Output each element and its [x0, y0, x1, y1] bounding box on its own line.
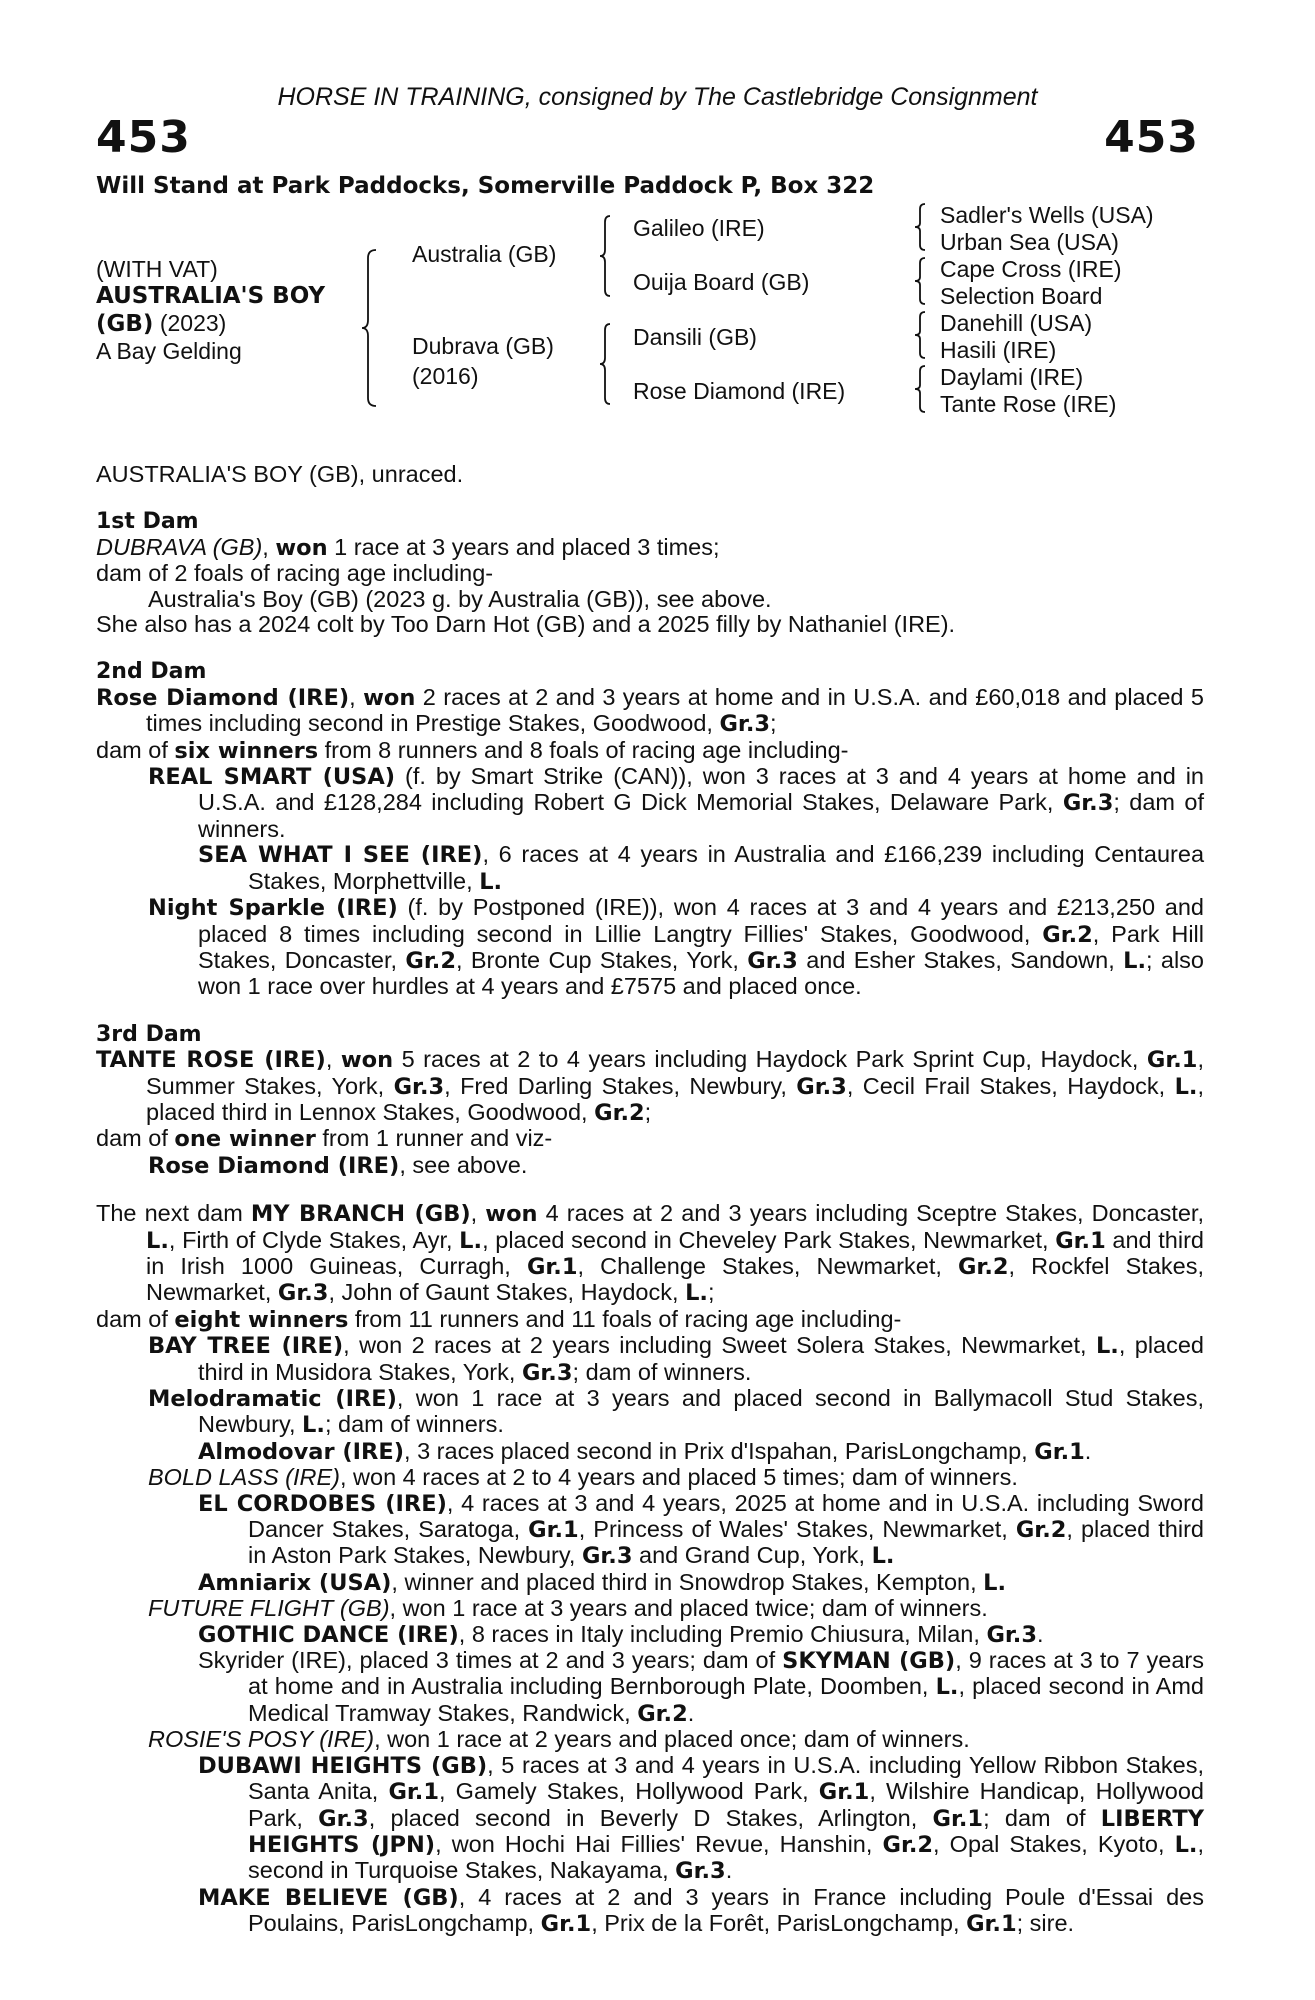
pedigree-gg-bracket-4	[915, 364, 931, 414]
intro-line: AUSTRALIA'S BOY (GB), unraced.	[96, 461, 464, 487]
sire-name: Australia (GB)	[412, 241, 557, 267]
dam-dam: Rose Diamond (IRE)	[633, 378, 846, 404]
next-dam-record: The next dam MY BRANCH (GB), won 4 races at 2 and 3 years including Sceptre Stakes, Doncaster, L., Firth of Clyde Stakes, Ayr, L., placed second in Cheveley Park Stakes, Newmarket, Gr.1 and third in Irish 1000 Guineas, Curragh, Gr.1, Challenge Stakes, Newmarket, Gr.2, Rockfel Stakes, Newmarket, Gr.3, John of Gaunt Stakes, Haydock, L.;	[96, 1200, 1204, 1307]
horse-identity	[96, 256, 325, 365]
progeny-night-sparkle: Night Sparkle (IRE) (f. by Postponed (IRE)), won 4 races at 3 and 4 years and £213,250 and placed 8 times including second in Lillie Langtry Fillies' Stakes, Goodwood, Gr.2, Park Hill Stakes, Doncaster, Gr.2, Bronte Cup Stakes, York, Gr.3 and Esher Stakes, Sandown, L.; also won 1 race over hurdles at 4 years and £7575 and placed once.	[148, 894, 1204, 1000]
progeny-bay-tree: BAY TREE (IRE), won 2 races at 2 years including Sweet Solera Stakes, Newmarket, L., placed third in Musidora Stakes, York, Gr.3; dam of winners.	[148, 1332, 1205, 1386]
sire-sire: Galileo (IRE)	[633, 215, 765, 241]
stand-location: Will Stand at Park Paddocks, Somerville Paddock P, Box 322	[96, 173, 875, 199]
progeny-rosies-posy: ROSIE'S POSY (IRE), won 1 race at 2 years and placed once; dam of winners.	[148, 1726, 970, 1753]
dam-sire: Dansili (GB)	[633, 324, 757, 350]
pedigree-main-bracket	[362, 248, 392, 408]
horse-origin: (GB)	[96, 311, 154, 337]
first-dam-progeny: Australia's Boy (GB) (2023 g. by Australia (GB)), see above.	[148, 585, 772, 612]
progeny-amniarix: Amniarix (USA), winner and placed third in Snowdrop Stakes, Kempton, L.	[198, 1568, 1007, 1596]
dam-year: (2016)	[412, 363, 479, 389]
pedigree-dam-bracket	[600, 322, 620, 412]
progeny-future-flight: FUTURE FLIGHT (GB), won 1 race at 3 years and placed twice; dam of winners.	[148, 1595, 988, 1622]
third-dam-record: TANTE ROSE (IRE), won 5 races at 2 to 4 years including Haydock Park Sprint Cup, Haydock, Gr.1, Summer Stakes, York, Gr.3, Fred Darling Stakes, Newbury, Gr.3, Cecil Frail Stakes, Haydock, L., placed third in Lennox Stakes, Goodwood, Gr.2;	[96, 1046, 1204, 1126]
pedigree-gg-bracket-2	[915, 256, 931, 306]
first-dam-heading: 1st Dam	[96, 509, 199, 535]
lot-number-right: 453	[1104, 112, 1199, 163]
second-dam-heading: 2nd Dam	[96, 659, 207, 685]
consignment-line: HORSE IN TRAINING, consigned by The Castlebridge Consignment	[277, 83, 1038, 111]
progeny-bold-lass: BOLD LASS (IRE), won 4 races at 2 to 4 years and placed 5 times; dam of winners.	[148, 1464, 1018, 1491]
great-grandparent-7: Daylami (IRE)	[940, 364, 1084, 390]
horse-name: AUSTRALIA'S BOY	[96, 283, 326, 309]
lot-number-left: 453	[96, 112, 191, 163]
progeny-real-smart: REAL SMART (USA) (f. by Smart Strike (CAN)), won 3 races at 3 and 4 years at home and in U.S.A. and £128,284 including Robert G Dick Memorial Stakes, Delaware Park, Gr.3; dam of winners.	[148, 763, 1204, 842]
pedigree-sire-bracket	[600, 214, 620, 304]
progeny-make-believe: MAKE BELIEVE (GB), 4 races at 2 and 3 years in France including Poule d'Essai des Poulains, ParisLongchamp, Gr.1, Prix de la Forêt, ParisLongchamp, Gr.1; sire.	[198, 1883, 1205, 1938]
vat-note: (WITH VAT)	[96, 256, 218, 282]
progeny-almodovar: Almodovar (IRE), 3 races placed second in Prix d'Ispahan, ParisLongchamp, Gr.1.	[198, 1437, 1092, 1465]
third-dam-heading: 3rd Dam	[96, 1021, 202, 1047]
great-grandparent-3: Cape Cross (IRE)	[940, 256, 1122, 282]
dam-name: Dubrava (GB)	[412, 333, 554, 359]
progeny-melodramatic: Melodramatic (IRE), won 1 race at 3 years and placed second in Ballymacoll Stud Stakes, Newbury, L.; dam of winners.	[148, 1385, 1204, 1439]
great-grandparent-6: Hasili (IRE)	[940, 337, 1057, 363]
great-grandparent-2: Urban Sea (USA)	[940, 229, 1119, 255]
horse-year: (2023)	[153, 310, 227, 336]
first-dam-later-foals: She also has a 2024 colt by Too Darn Hot (GB) and a 2025 filly by Nathaniel (IRE).	[96, 611, 956, 638]
first-dam-record: DUBRAVA (GB), won 1 race at 3 years and placed 3 times;	[96, 533, 720, 561]
progeny-sea-what-i-see: SEA WHAT I SEE (IRE), 6 races at 4 years in Australia and £166,239 including Centaurea Stakes, Morphettville, L.	[198, 841, 1205, 895]
catalogue-body	[96, 462, 1204, 1938]
progeny-gothic-dance: GOTHIC DANCE (IRE), 8 races in Italy including Premio Chiusura, Milan, Gr.3.	[198, 1620, 1044, 1648]
pedigree-gg-bracket-1	[915, 202, 931, 252]
first-dam-foals: dam of 2 foals of racing age including-	[96, 560, 494, 587]
second-dam-record: Rose Diamond (IRE), won 2 races at 2 and 3 years at home and in U.S.A. and £60,018 and placed 5 times including second in Prestige Stakes, Goodwood, Gr.3;	[96, 683, 1204, 738]
progeny-dubawi-heights: DUBAWI HEIGHTS (GB), 5 races at 3 and 4 years in U.S.A. including Yellow Ribbon Stakes, Santa Anita, Gr.1, Gamely Stakes, Hollywood Park, Gr.1, Wilshire Handicap, Hollywood Park, Gr.3, placed second in Beverly D Stakes, Arlington, Gr.1; dam of LIBERTY HEIGHTS (JPN), won Hochi Hai Fillies' Revue, Hanshin, Gr.2, Opal Stakes, Kyoto, L., second in Turquoise Stakes, Nakayama, Gr.3.	[198, 1751, 1205, 1885]
second-dam-winners: dam of six winners from 8 runners and 8 foals of racing age including-	[96, 736, 849, 764]
great-grandparent-8: Tante Rose (IRE)	[940, 391, 1117, 417]
great-grandparent-5: Danehill (USA)	[940, 310, 1093, 336]
sire-dam: Ouija Board (GB)	[633, 269, 810, 295]
third-dam-winners: dam of one winner from 1 runner and viz-	[96, 1125, 553, 1153]
progeny-rose-diamond: Rose Diamond (IRE), see above.	[148, 1151, 528, 1179]
great-grandparent-4: Selection Board	[940, 283, 1103, 309]
progeny-el-cordobes: EL CORDOBES (IRE), 4 races at 3 and 4 years, 2025 at home and in U.S.A. including Sword Dancer Stakes, Saratoga, Gr.1, Princess of Wales' Stakes, Newmarket, Gr.2, placed third in Aston Park Stakes, Newbury, Gr.3 and Grand Cup, York, L.	[198, 1489, 1204, 1570]
great-grandparent-1: Sadler's Wells (USA)	[940, 202, 1154, 228]
next-dam-winners: dam of eight winners from 11 runners and 11 foals of racing age including-	[96, 1305, 902, 1333]
pedigree-gg-bracket-3	[915, 310, 931, 360]
progeny-skyrider: Skyrider (IRE), placed 3 times at 2 and 3 years; dam of SKYMAN (GB), 9 races at 3 to 7 years at home and in Australia including Bernborough Plate, Doomben, L., placed second in Amd Medical Tramway Stakes, Randwick, Gr.2.	[198, 1647, 1204, 1727]
horse-sex: A Bay Gelding	[96, 338, 242, 364]
